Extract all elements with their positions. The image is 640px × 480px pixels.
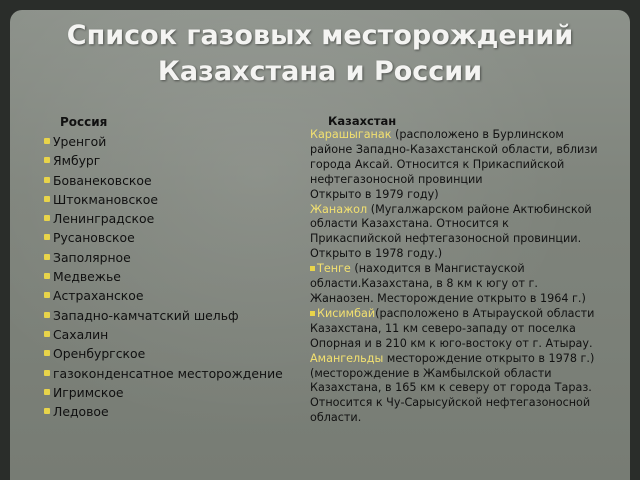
- bullet-icon: [310, 266, 315, 271]
- list-item: Медвежье: [44, 267, 334, 286]
- zhanazhol-opened: Открыто в 1978 году.): [310, 247, 443, 261]
- list-item: Бованековское: [44, 171, 334, 190]
- bullet-icon: [310, 311, 315, 316]
- russia-heading: Россия: [60, 115, 108, 129]
- kazakhstan-column: [310, 114, 602, 426]
- karashyganak-opened: Открыто в 1979 году): [310, 187, 439, 201]
- list-item: Сахалин: [44, 325, 334, 344]
- list-item: Оренбургское: [44, 344, 334, 363]
- amangeldy-name: Амангельды: [310, 351, 384, 365]
- zhanazhol-text: (Мугалжарском районе Актюбинской области Казахстана. Относится к Прикаспийской нефтегазоносной провинции.: [310, 202, 592, 246]
- tenge-text: (находится в Мангистауской области.Казахстана, в 8 км к югу от г. Жанаозен. Месторождение открыто в 1964 г.): [310, 262, 586, 305]
- list-item: газоконденсатное месторождение: [44, 364, 334, 383]
- slide-title: [10, 18, 630, 90]
- list-item: Заполярное: [44, 248, 334, 267]
- russia-list: [44, 132, 334, 421]
- kisimbay-text: (расположено в Атырауской области Казахстана, 11 км северо-западу от поселка Опорная и в 210 км к юго-востоку от г. Атырау.: [310, 306, 595, 350]
- kisimbay-entry: [310, 307, 602, 426]
- kazakhstan-heading: Казахстан: [328, 114, 397, 128]
- list-item: Астраханское: [44, 286, 334, 305]
- zhanazhol-entry: [310, 203, 602, 248]
- kisimbay-name: Кисимбай: [317, 306, 376, 320]
- karashyganak-text: (расположено в Бурлинском районе Западно-Казахстанской области, вблизи города Аксай. Относится к Прикаспийской нефтегазоносной провинции: [310, 128, 598, 186]
- list-item: Западно-камчатский шельф: [44, 306, 334, 325]
- list-item: Игримское: [44, 383, 334, 402]
- list-item: Ледовое: [44, 402, 334, 421]
- slide: [10, 10, 630, 480]
- title-line-2: Казахстана и России: [157, 56, 483, 87]
- list-item: Русановское: [44, 228, 334, 247]
- zhanazhol-name: Жанажол: [310, 202, 368, 216]
- karashyganak-entry: [310, 128, 602, 188]
- list-item: Уренгой: [44, 132, 334, 151]
- list-item: Ленинградское: [44, 209, 334, 228]
- amangeldy-text: месторождение открыто в 1978 г.) (месторождение в Жамбылской области Казахстана, в 165 км к северу от города Тараз. Относится к Чу-Сарысуйской нефтегазоносной области.: [310, 351, 595, 425]
- tenge-name: Тенге: [317, 262, 351, 276]
- tenge-entry: [310, 262, 602, 307]
- list-item: Ямбург: [44, 151, 334, 170]
- title-line-1: Список газовых месторождений: [66, 20, 574, 51]
- karashyganak-name: Карашыганак: [310, 128, 392, 141]
- russia-column: [44, 114, 334, 421]
- list-item: Штокмановское: [44, 190, 334, 209]
